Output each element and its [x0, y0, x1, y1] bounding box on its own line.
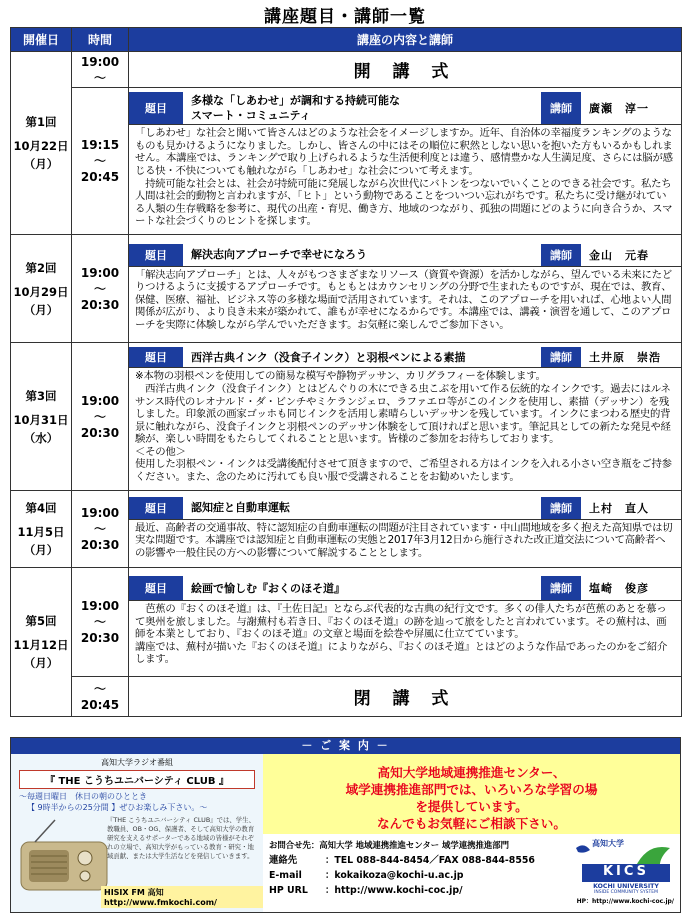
closing-time: ～ 20:45 [72, 677, 129, 717]
session-content [129, 491, 682, 568]
session-title: 解決志向アプローチで幸せになろう [191, 248, 367, 262]
radio-station-line: 高知大学ラジオ番組 [101, 758, 173, 767]
radio-footer-link[interactable]: HISIX FM 高知 http://www.fmkochi.com/ [101, 886, 263, 908]
session-date-cell: 第3回 10月31日 （水） [11, 343, 72, 491]
topic-label: 題目 [129, 497, 183, 519]
session-date-cell: 第2回 10月29日 （月） [11, 235, 72, 343]
session-time: 19:00 ～ 20:30 [72, 343, 129, 491]
email-link[interactable]: ：kokaikoza@kochi-u.ac.jp [325, 870, 464, 881]
session-weekday: （月） [23, 157, 59, 171]
session-content [129, 88, 682, 235]
topic-label: 題目 [129, 576, 183, 600]
session-time: 19:00 ～ 20:30 [72, 568, 129, 677]
logo-hp-link[interactable]: HP：http://www.kochi-coc.jp/ [576, 898, 674, 905]
closing-ceremony: 閉 講 式 [129, 677, 682, 717]
inquiry-line: お問合せ先：高知大学 地域連携推進センター 域学連携推進部門 [269, 840, 509, 850]
header-content: 講座の内容と講師 [129, 28, 682, 52]
radio-time: 【 9時半からの25分間 】ぜひお楽しみ下さい。～ [27, 803, 208, 812]
session-description: 最近、高齢者の交通事故、特に認知症の自動車運転の問題が注目されています・中山間地域を多く抱えた高知県では切実な問題です。本講座では認知症と自動車運転の実態と2017年3月12日から施行された改正道交法について高齢者への影響や一般住民の方への影響について解説することとします。 [135, 521, 673, 559]
session-row [11, 568, 682, 677]
promo-text: 高知大学地域連携推進センター、 域学連携推進部門では、いろいろな学習の場 を提供しています。 なんでもお気軽にご相談下さい。 [345, 765, 598, 831]
session-date-cell: 第5回 11月12日 （月） [11, 568, 72, 717]
session-time: 19:00 ～ 20:30 [72, 491, 129, 568]
lecturer-label: 講師 [541, 244, 581, 266]
lecturer-label: 講師 [541, 576, 581, 600]
session-date-cell [11, 52, 72, 235]
lecturer-name: 上村 直人 [589, 501, 649, 515]
guide-box [10, 737, 681, 913]
guide-header: － ご 案 内 － [11, 738, 680, 754]
opening-time: 19:00 ～ [72, 52, 129, 88]
session-description: 芭蕉の『おくのほそ道』は、『土佐日記』とならぶ代表的な古典の紀行文です。多くの俳人たちが芭蕉のあとを慕って奥州を旅しました。与謝蕪村も若き日、『おくのほそ道』の跡を辿って旅をしたと言われています。その蕪村は、画師を本業としており、『おくのほそ道』の文章と場面を絵巻や屏風に仕立てています。 講座では、蕪村が描いた『おくのほそ道』によりながら、『おくのほそ道』とはどのような作品であったのかをご紹介します。 [135, 603, 668, 666]
session-row [11, 491, 682, 568]
session-number: 第1回 [25, 115, 57, 129]
radio-schedule: ～毎週日曜日 休日の朝のひととき [19, 792, 147, 801]
lecturer-name: 土井原 崇浩 [589, 351, 661, 365]
session-date-cell: 第4回 11月5日 （月） [11, 491, 72, 568]
lecturer-label: 講師 [541, 347, 581, 367]
kics-logo: 高知大学 KICS KOCHI UNIVERSITY INSIDE COMMUNITY SYSTEM HP：http://www.kochi-coc.jp/ [574, 840, 674, 902]
session-content [129, 235, 682, 343]
contact-info: お問合せ先：高知大学 地域連携推進センター 域学連携推進部門 連絡先 ：TEL 088-844-8454／FAX 088-844-8556 E-mail ：kokaikoza@kochi-u.ac.jp HP URL ：http://www.kochi-coc.jp/ [269, 840, 535, 896]
closing-row [11, 677, 682, 717]
radio-body: 『THE こうちユニバーシティ CLUB』では、学生、教職員、OB・OG、保護者、そして高知大学の教育研究を支えるサポーターである地域の皆様がそれぞれの立場で、高知大学がもっている教育・研究・地域貢献、または大学生活などを発信していきます。 [107, 816, 255, 860]
page-title: 講座題目・講師一覧 [264, 7, 426, 27]
topic-label: 題目 [129, 92, 183, 124]
lecturer-label: 講師 [541, 497, 581, 519]
opening-row [11, 52, 682, 88]
lecturer-name: 塩崎 俊彦 [589, 582, 649, 596]
opening-ceremony: 開 講 式 [129, 52, 682, 88]
radio-program-name: 『 THE こうちユニバーシティ CLUB 』 [19, 770, 255, 789]
header-time: 時間 [72, 28, 129, 52]
radio-icon [15, 816, 113, 896]
session-title: 認知症と自動車運転 [191, 501, 290, 515]
session-title: 絵画で愉しむ『おくのほそ道』 [191, 581, 345, 595]
center-info [263, 754, 680, 912]
topic-label: 題目 [129, 244, 183, 266]
lecturer-label: 講師 [541, 92, 581, 124]
topic-label: 題目 [129, 347, 183, 367]
session-content [129, 568, 682, 677]
session-time: 19:15 ～ 20:45 [72, 88, 129, 235]
session-content [129, 343, 682, 491]
session-description: ※本物の羽根ペンを使用しての簡易な模写や静物デッサン、カリグラフィーを体験します。 西洋古典インク（没食子インク）とはどんぐりの木にできる虫こぶを用いて作る伝統的なインクです。過去にはルネサンス時代のレオナルド・ダ・ビンチやミケランジェロ、ラファエロ等がこのインクを使用し、素描（デッサン）を残しました。印象派の画家ゴッホも同じインクを活用し素晴らしいデッサンを残しています。インクにまつわる歴史的背景に触れながら、没食子インクと羽根ペンのデッサン体験をして頂ければと思います。筆記具としての新たな発見や経験が、楽しい時間をもたらしてくれることと思います。皆様のご参加をお待ちしております。 ＜その他＞ 使用した羽根ペン・インクは受講後配付させて頂きますので、ご希望される方はインクを入れる小さい空き瓶をご持参ください。また、念のために汚れても良い服で受講されることをお勧めいたします。 [135, 370, 672, 484]
header-date: 開催日 [11, 28, 72, 52]
session-title: 多様な「しあわせ」が調和する持続可能な スマート・コミュニティ [191, 94, 400, 123]
schedule-table [10, 27, 682, 717]
lecturer-name: 廣瀬 淳一 [589, 102, 649, 116]
session-title: 西洋古典インク（没食子インク）と羽根ペンによる素描 [191, 350, 466, 364]
tel-fax: ：TEL 088-844-8454／FAX 088-844-8556 [325, 855, 535, 866]
session-row [11, 343, 682, 491]
radio-promo [11, 754, 263, 912]
session-description: 「解決志向アプローチ」とは、人々がもつさまざまなリソース（資質や資源）を活かしながら、望んでいる未来にたどりつけるように支援するアプローチです。もともとはカウンセリングの分野で生まれたものですが、現在では、教育、保健、医療、福祉、ビジネス等の多様な場面で活用されています。それは、このアプローチを用いれば、心地よい人間関係が広がり、より良き未来が築かれて、誰もが幸せになるからです。本講座では、講義・演習を通して、このアプローチを実際に体験しながら学んでいただきます。お気軽に楽しんでご参加下さい。 [135, 268, 672, 331]
session-row [11, 88, 682, 235]
table-header-row [11, 28, 682, 52]
session-date: 10月22日 [13, 139, 69, 153]
session-description: 「しあわせ」な社会と聞いて皆さんはどのような社会をイメージしますか。近年、自治体の幸福度ランキングのようなものも見かけるようになりました。しかし、皆さんの中にはその順位に釈然としない思いを抱いた方もいるかもしれません。本講座では、ランキングで取り上げられるような生活便利度とは違う、感情豊かな人生満足度、さらには脳が感じる快・不快についても触れながら「しあわせ」な社会について考えます。 持続可能な社会とは、社会が持続可能に発展しながら次世代にバトンをつないでいくことのできる社会です。私たち人間は社会的動物と言われますが、「ヒト」という動物であることをついつい忘れがちです。私たちに受け継がれている人類の生存戦略を参考に、現代の出産・育児、働き方、地域のつながり、孤独の問題にどのように向き合うか、スマートな社会づくりのヒントを探します。 [135, 127, 673, 228]
lecturer-name: 金山 元春 [589, 248, 649, 262]
session-row [11, 235, 682, 343]
homepage-link[interactable]: ：http://www.kochi-coc.jp/ [325, 885, 463, 896]
session-time: 19:00 ～ 20:30 [72, 235, 129, 343]
